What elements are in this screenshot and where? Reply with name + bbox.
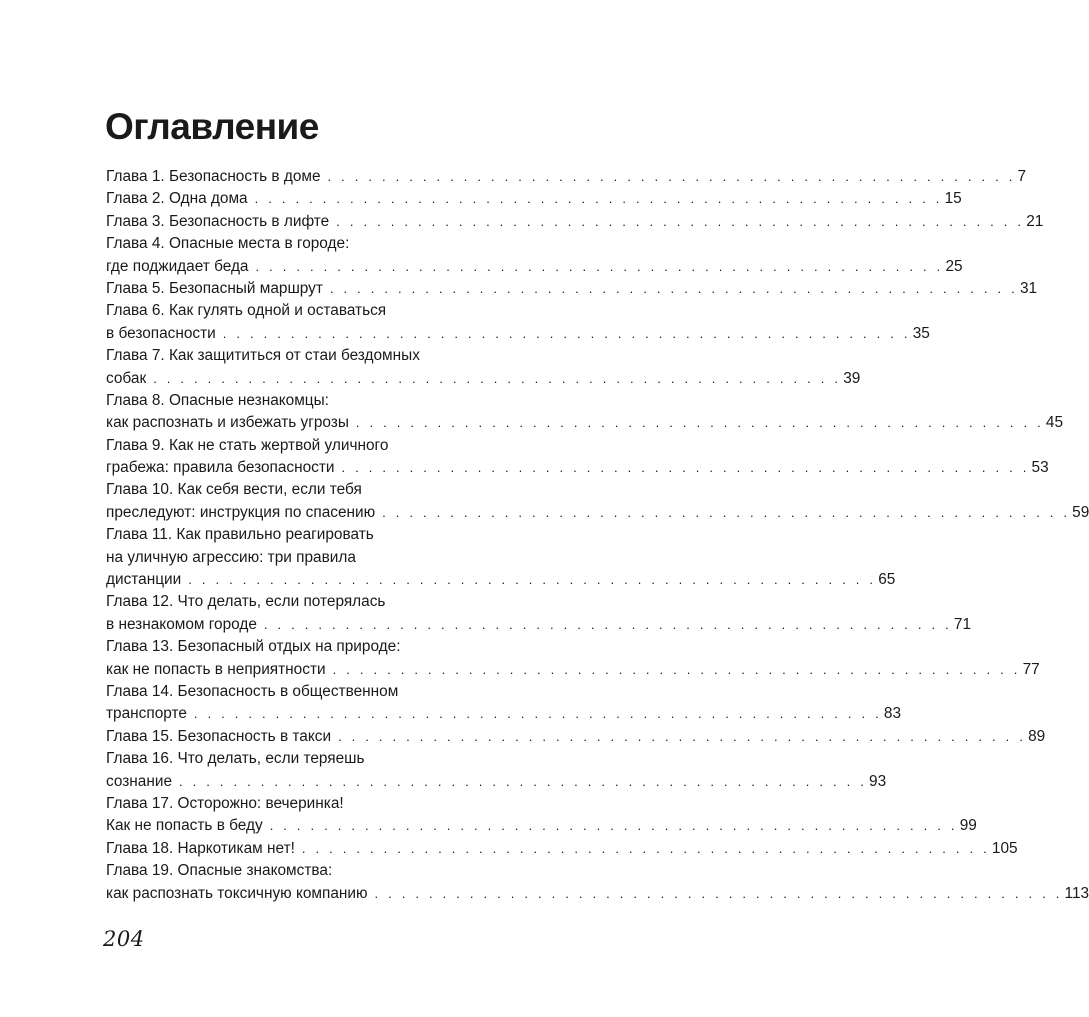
dot-leader: . . . . . . . . . . . . . . . . . . . . . . . . . . . . . . . . . . . . . . . . . . . . . . . . . . . <box>355 415 1044 431</box>
toc-entry-title: в незнакомом городе <box>106 615 257 633</box>
toc-entry-title: преследуют: инструкция по спасению <box>106 503 376 521</box>
toc-entry-title: Глава 4. Опасные места в городе: <box>106 235 350 253</box>
toc-page-number: 25 <box>945 257 963 275</box>
dot-leader: . . . . . . . . . . . . . . . . . . . . . . . . . . . . . . . . . . . . . . . . . . . . . . . . . . . <box>263 616 952 632</box>
toc-entry-line <box>106 300 486 322</box>
toc-entry-title: как распознать и избежать угрозы <box>106 414 349 432</box>
toc-entry-title: как распознать токсичную компанию <box>106 884 368 902</box>
toc-entry-title: в безопасности <box>106 324 216 342</box>
toc-entry-title: сознание <box>106 772 173 790</box>
toc-entry-line <box>106 188 962 210</box>
toc-entry-title: Глава 11. Как правильно реагировать <box>106 526 374 544</box>
toc-entry <box>106 278 1038 300</box>
dot-leader: . . . . . . . . . . . . . . . . . . . . . . . . . . . . . . . . . . . . . . . . . . . . . . . . . . . <box>188 572 877 588</box>
toc-entry-line <box>106 591 486 613</box>
toc-page-number: 93 <box>869 772 887 790</box>
dot-leader: . . . . . . . . . . . . . . . . . . . . . . . . . . . . . . . . . . . . . . . . . . . . . . . . . . . <box>382 504 1071 520</box>
toc-entry-title: Глава 16. Что делать, если теряешь <box>106 750 365 768</box>
toc-entry-line <box>106 390 486 412</box>
toc-entry <box>106 681 902 726</box>
toc-entry-line <box>106 368 861 390</box>
toc-page-number: 105 <box>991 839 1018 857</box>
dot-leader: . . . . . . . . . . . . . . . . . . . . . . . . . . . . . . . . . . . . . . . . . . . . . . . . . . . <box>255 258 944 274</box>
toc-page-number: 21 <box>1026 212 1044 230</box>
toc-entry-line <box>106 278 1038 300</box>
toc-entry-line <box>106 547 486 569</box>
toc-entry-line <box>106 345 486 367</box>
toc-page-number: 7 <box>1017 168 1027 185</box>
toc-page-number: 31 <box>1019 279 1038 297</box>
toc-entry-title: как не попасть в неприятности <box>106 660 326 678</box>
toc-entry-line <box>106 457 1049 479</box>
toc-entry-line <box>106 748 486 770</box>
toc-page-number: 53 <box>1031 459 1049 477</box>
toc-entry <box>106 211 1044 233</box>
toc-page-number: 59 <box>1072 503 1089 521</box>
toc-entry <box>106 435 1049 480</box>
toc-entry-line <box>106 703 902 725</box>
toc-entry-line <box>106 815 977 837</box>
toc-entry-line <box>106 614 972 636</box>
toc-entry-line <box>106 211 1044 233</box>
toc-entry-title: где поджидает беда <box>106 257 249 275</box>
toc-entry <box>106 188 962 210</box>
toc-entry-line <box>106 659 1040 681</box>
toc-entry-title: Глава 14. Безопасность в общественном <box>106 682 399 700</box>
toc-page-number: 39 <box>843 369 861 387</box>
toc-page-number: 89 <box>1028 727 1046 745</box>
dot-leader: . . . . . . . . . . . . . . . . . . . . . . . . . . . . . . . . . . . . . . . . . . . . . . . . . . . <box>301 840 990 856</box>
toc-page-number: 77 <box>1022 660 1040 678</box>
dot-leader: . . . . . . . . . . . . . . . . . . . . . . . . . . . . . . . . . . . . . . . . . . . . . . . . . . . <box>332 661 1021 677</box>
toc-entry-title: Глава 18. Наркотикам нет! <box>106 839 295 857</box>
toc-entry-title: Глава 8. Опасные незнакомцы: <box>106 391 329 409</box>
dot-leader: . . . . . . . . . . . . . . . . . . . . . . . . . . . . . . . . . . . . . . . . . . . . . . . . . . . <box>374 885 1063 901</box>
toc-entry-line <box>106 233 486 255</box>
toc-entry <box>106 390 1064 435</box>
toc-entry-title: Глава 6. Как гулять одной и оставаться <box>106 302 387 320</box>
toc-entry-line <box>106 838 1018 860</box>
toc-entry-title: Глава 19. Опасные знакомства: <box>106 862 333 880</box>
toc-entry-line <box>106 636 486 658</box>
toc-entry-title: Глава 5. Безопасный маршрут <box>106 279 323 297</box>
dot-leader: . . . . . . . . . . . . . . . . . . . . . . . . . . . . . . . . . . . . . . . . . . . . . . . . . . . <box>222 325 911 341</box>
dot-leader: . . . . . . . . . . . . . . . . . . . . . . . . . . . . . . . . . . . . . . . . . . . . . . . . . . . <box>153 370 842 386</box>
toc-entry-title: грабежа: правила безопасности <box>106 459 335 477</box>
toc-entry-title: Глава 10. Как себя вести, если тебя <box>106 481 362 499</box>
page-number: 204 <box>103 927 145 951</box>
toc-entry <box>106 838 1018 860</box>
toc-page-number: 15 <box>944 190 962 208</box>
toc-entry-title: Глава 1. Безопасность в доме <box>106 168 321 185</box>
toc-entry-title: Глава 7. Как защититься от стаи бездомных <box>106 347 420 365</box>
toc-entry-line <box>106 793 486 815</box>
toc-entry-title: дистанции <box>106 571 182 589</box>
toc-entry-title: Глава 13. Безопасный отдых на природе: <box>106 638 401 656</box>
toc-entry <box>106 300 930 345</box>
toc-entry-line <box>106 256 963 278</box>
toc-page-number: 45 <box>1045 414 1064 432</box>
toc-entry <box>106 345 861 390</box>
dot-leader: . . . . . . . . . . . . . . . . . . . . . . . . . . . . . . . . . . . . . . . . . . . . . . . . . . . <box>269 818 958 834</box>
toc-entry <box>106 233 963 278</box>
dot-leader: . . . . . . . . . . . . . . . . . . . . . . . . . . . . . . . . . . . . . . . . . . . . . . . . . . . <box>338 728 1027 744</box>
toc-entry-title: Как не попасть в беду <box>106 817 263 835</box>
toc-entry-line <box>106 479 486 501</box>
toc-page-number: 83 <box>883 705 902 723</box>
toc-page-number: 35 <box>912 324 930 342</box>
toc-entry-title: собак <box>106 369 147 387</box>
page-title: Оглавление <box>105 106 319 147</box>
toc-entry <box>106 793 977 838</box>
toc-entry-line <box>106 412 1064 434</box>
toc-entry-line <box>106 502 1089 524</box>
toc-page-number: 65 <box>878 571 896 589</box>
toc-entry-line <box>106 726 1046 748</box>
toc-entry-title: Глава 12. Что делать, если потерялась <box>106 593 386 611</box>
toc-entry-line <box>106 883 1089 905</box>
dot-leader: . . . . . . . . . . . . . . . . . . . . . . . . . . . . . . . . . . . . . . . . . . . . . . . . . . . <box>336 213 1025 229</box>
toc-entry-title: транспорте <box>106 705 187 723</box>
toc-entry-line <box>106 771 887 793</box>
table-of-contents <box>106 166 1089 905</box>
dot-leader: . . . . . . . . . . . . . . . . . . . . . . . . . . . . . . . . . . . . . . . . . . . . . . . . . . . <box>341 460 1030 476</box>
dot-leader: . . . . . . . . . . . . . . . . . . . . . . . . . . . . . . . . . . . . . . . . . . . . . . . . . . . <box>179 773 868 789</box>
toc-entry-line <box>106 524 486 546</box>
dot-leader: . . . . . . . . . . . . . . . . . . . . . . . . . . . . . . . . . . . . . . . . . . . . . . . . . . . <box>193 706 882 722</box>
toc-entry-line <box>106 166 1027 188</box>
toc-entry-line <box>106 860 486 882</box>
toc-entry-title: Глава 9. Как не стать жертвой уличного <box>106 436 389 454</box>
toc-entry-line <box>106 681 486 703</box>
toc-entry-line <box>106 569 896 591</box>
toc-entry-title: Глава 15. Безопасность в такси <box>106 727 332 745</box>
dot-leader: . . . . . . . . . . . . . . . . . . . . . . . . . . . . . . . . . . . . . . . . . . . . . . . . . . . <box>254 191 943 207</box>
toc-entry-line <box>106 323 930 345</box>
toc-page-number: 99 <box>959 817 977 835</box>
toc-entry-title: Глава 3. Безопасность в лифте <box>106 212 330 230</box>
toc-page-number: 71 <box>953 615 972 633</box>
dot-leader: . . . . . . . . . . . . . . . . . . . . . . . . . . . . . . . . . . . . . . . . . . . . . . . . . . . <box>327 169 1016 184</box>
toc-page-number: 113 <box>1064 884 1089 902</box>
toc-entry <box>106 166 1027 188</box>
dot-leader: . . . . . . . . . . . . . . . . . . . . . . . . . . . . . . . . . . . . . . . . . . . . . . . . . . . <box>329 280 1018 296</box>
toc-entry <box>106 748 887 793</box>
toc-entry <box>106 860 1089 905</box>
toc-entry <box>106 636 1040 681</box>
toc-entry <box>106 726 1046 748</box>
toc-entry-title: на уличную агрессию: три правила <box>106 548 356 566</box>
toc-entry-title: Глава 2. Одна дома <box>106 190 248 208</box>
toc-entry <box>106 524 896 591</box>
toc-entry <box>106 591 972 636</box>
toc-entry-line <box>106 435 486 457</box>
toc-entry <box>106 479 1089 524</box>
toc-entry-title: Глава 17. Осторожно: вечеринка! <box>106 794 344 812</box>
